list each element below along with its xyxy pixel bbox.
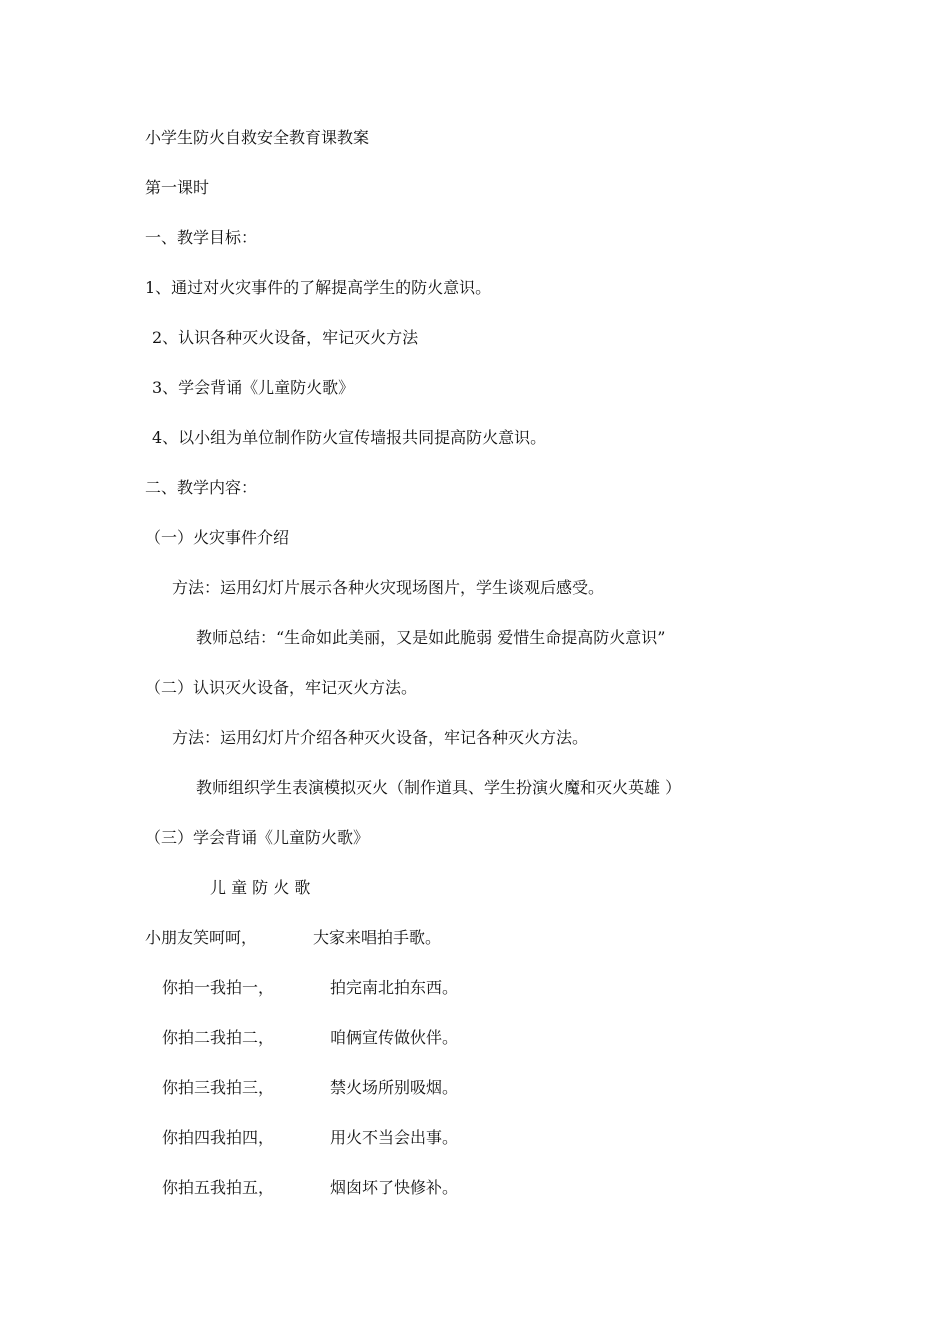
song-line: [0, 1078, 950, 1098]
teacher-summary: 教师总结：“生命如此美丽，又是如此脆弱 爱惜生命提高防火意识”: [196, 628, 666, 647]
subsection-heading: （一）火灾事件介绍: [145, 528, 290, 547]
song-line-first-half: 你拍五我拍五，: [162, 1178, 275, 1197]
song-line-second-half: 用火不当会出事。: [330, 1128, 459, 1147]
method-text: 方法：运用幻灯片介绍各种灭火设备，牢记各种灭火方法。: [172, 728, 589, 747]
method-text: 方法：运用幻灯片展示各种火灾现场图片，学生谈观后感受。: [172, 578, 605, 597]
goal-item: 2、认识各种灭火设备，牢记灭火方法: [152, 328, 419, 347]
song-line-second-half: 咱俩宣传做伙伴。: [330, 1028, 459, 1047]
song-line-first-half: 小朋友笑呵呵，: [145, 928, 258, 947]
goal-item: 3、学会背诵《儿童防火歌》: [152, 378, 355, 397]
subsection-heading: （三）学会背诵《儿童防火歌》: [145, 828, 370, 847]
song-line: [0, 1028, 950, 1048]
subsection-heading: （二）认识灭火设备，牢记灭火方法。: [145, 678, 418, 697]
goal-item: 1、通过对火灾事件的了解提高学生的防火意识。: [145, 278, 492, 297]
song-line-second-half: 烟囱坏了快修补。: [330, 1178, 459, 1197]
song-line: [0, 978, 950, 998]
song-line-first-half: 你拍三我拍三，: [162, 1078, 275, 1097]
song-line: [0, 1178, 950, 1198]
song-line: [0, 1128, 950, 1148]
goal-item: 4、以小组为单位制作防火宣传墙报共同提高防火意识。: [152, 428, 547, 447]
song-line-first-half: 你拍四我拍四，: [162, 1128, 275, 1147]
song-line: [0, 928, 950, 948]
song-line-second-half: 禁火场所别吸烟。: [330, 1078, 459, 1097]
song-line-second-half: 大家来唱拍手歌。: [313, 928, 442, 947]
song-line-second-half: 拍完南北拍东西。: [330, 978, 459, 997]
song-line-first-half: 你拍一我拍一，: [162, 978, 275, 997]
song-line-first-half: 你拍二我拍二，: [162, 1028, 275, 1047]
section-heading-goals: 一、教学目标：: [145, 228, 258, 247]
activity-text: 教师组织学生表演模拟灭火（制作道具、学生扮演火魔和灭火英雄 ）: [196, 778, 682, 797]
section-heading-content: 二、教学内容：: [145, 478, 258, 497]
lesson-label: 第一课时: [145, 178, 210, 197]
document-title: 小学生防火自救安全教育课教案: [145, 128, 370, 147]
song-title: 儿 童 防 火 歌: [210, 878, 311, 897]
